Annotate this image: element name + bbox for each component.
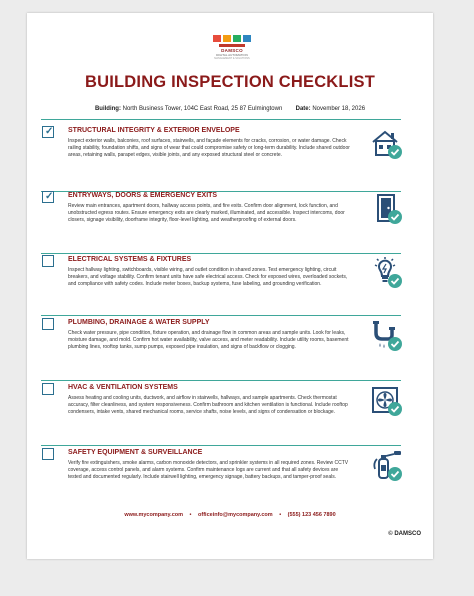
divider <box>41 380 401 381</box>
document-meta <box>27 106 433 112</box>
divider <box>41 445 401 446</box>
logo-tile-green <box>233 35 241 42</box>
pipe-icon <box>370 319 404 353</box>
building-label: Building: <box>94 106 121 112</box>
footer-contacts <box>27 512 433 518</box>
divider <box>41 315 401 316</box>
checklist-item-electrical <box>41 255 417 321</box>
house-icon <box>370 127 404 161</box>
door-icon <box>370 192 404 226</box>
checkbox[interactable] <box>42 448 54 460</box>
section-description: Review main entrances, apartment doors, hallway access points, and fire exits. Confirm door alignment, lock function, and unobstructed egress routes. Ensure emergency exits are clearly marked, illuminated, and accessible. Inspect intercoms, door closers, signage visibility, doorframe integrity, floor-level lighting, and weatherproofing of external doors. <box>68 203 345 223</box>
divider <box>41 119 401 120</box>
date-value: November 18, 2026 <box>312 106 366 112</box>
checkbox[interactable] <box>42 318 54 330</box>
section-title: HVAC & VENTILATION SYSTEMS <box>68 384 178 391</box>
section-title: ENTRYWAYS, DOORS & EMERGENCY EXITS <box>68 192 218 199</box>
checklist-item-plumbing <box>41 318 417 384</box>
section-description: Assess heating and cooling units, ductwork, and airflow in stairwells, hallways, and sample apartments. Check thermostat accuracy, filter cleanliness, and system responsiveness. Confirm bathroom and kitchen ventilation is functional. Include rooftop condensers, intake vents, shared mechanical rooms, service shafts, noise levels, and signs of condensation or blockage. <box>68 395 348 415</box>
checkbox[interactable] <box>42 126 54 138</box>
checkbox[interactable] <box>42 255 54 267</box>
section-description: Inspect hallway lighting, switchboards, visible wiring, and outlet condition in shared zones. Test emergency lighting, circuit breakers, and voltage stability. Confirm tenant units have safe electrical access. Check for exposed wires, overloaded sockets, and compliance with safety codes. Include meter boxes, backup systems, fuse labeling, and grounding verification. <box>68 267 348 287</box>
logo-tagline: DIGITAL AUTOMATION <box>216 53 248 57</box>
fire-extinguisher-icon <box>370 449 404 483</box>
lightbulb-icon <box>370 256 404 290</box>
section-title: SAFETY EQUIPMENT & SURVEILLANCE <box>68 449 203 456</box>
logo-tile-orange <box>223 35 231 42</box>
fan-icon <box>370 384 404 418</box>
section-title: STRUCTURAL INTEGRITY & EXTERIOR ENVELOPE <box>68 127 240 134</box>
logo-name: DAMSCO <box>221 48 243 53</box>
checkbox[interactable] <box>42 191 54 203</box>
logo-tile-blue <box>243 35 251 42</box>
checkmark-icon: ✓ <box>45 126 54 137</box>
section-description: Inspect exterior walls, balconies, roof surfaces, stairwells, and façade elements for cracks, corrosion, or water damage. Check railing stability, foundation shifts, and signs of wear that could compromise safety or long-term durability. Include shared outdoor areas, retaining walls, parapet edges, visible joints, and any exposed structural steel or concrete. <box>68 138 350 158</box>
checkbox[interactable] <box>42 383 54 395</box>
document-title: BUILDING INSPECTION CHECKLIST <box>85 73 375 91</box>
date-label: Date: <box>295 106 311 112</box>
checklist-item-hvac <box>41 383 417 449</box>
checklist-item-safety <box>41 448 417 514</box>
footer-separator: • <box>189 512 192 518</box>
section-description: Verify fire extinguishers, smoke alarms, carbon monoxide detectors, and sprinkler systems in all required zones. Review CCTV coverage, access control panels, and alarm systems. Confirm maintenance logs are current and that all safety devices are tested and documented regularly. Include stairwell lighting, emergency signage, battery backups, and tamper-proof seals. <box>68 460 349 480</box>
footer-phone: (555) 123 456 7890 <box>287 512 336 518</box>
copyright: © DAMSCO <box>388 531 421 537</box>
divider <box>41 253 401 254</box>
logo-subtagline: MANAGEMENT & SOLUTIONS <box>214 57 250 60</box>
checkmark-icon: ✓ <box>45 191 54 202</box>
checklist-page <box>27 13 433 559</box>
checklist-item-structural <box>41 126 417 192</box>
footer-separator: • <box>279 512 282 518</box>
section-title: ELECTRICAL SYSTEMS & FIXTURES <box>68 256 192 263</box>
logo-tile-red <box>213 35 221 42</box>
logo-bar <box>219 44 245 47</box>
section-title: PLUMBING, DRAINAGE & WATER SUPPLY <box>68 319 210 326</box>
company-logo <box>212 35 252 65</box>
footer-website-link[interactable]: www.mycompany.com <box>124 512 184 518</box>
checklist-item-entryways <box>41 191 417 257</box>
section-description: Check water pressure, pipe condition, fixture operation, and drainage flow in common areas and sample units. Look for leaks, moisture damage, and mold. Confirm hot water availability, valve access, and meter readability. Include utility rooms, basement plumbing lines, rooftop tanks, sump pumps, exposed pipe insulation, and signs of backflow or clogging. <box>68 330 349 350</box>
building-value: North Business Tower, 104C East Road, 25 87 Eulmingtown <box>122 106 283 112</box>
logo-tiles <box>212 35 252 42</box>
footer-email-link[interactable]: officeinfo@mycompany.com <box>198 512 273 518</box>
